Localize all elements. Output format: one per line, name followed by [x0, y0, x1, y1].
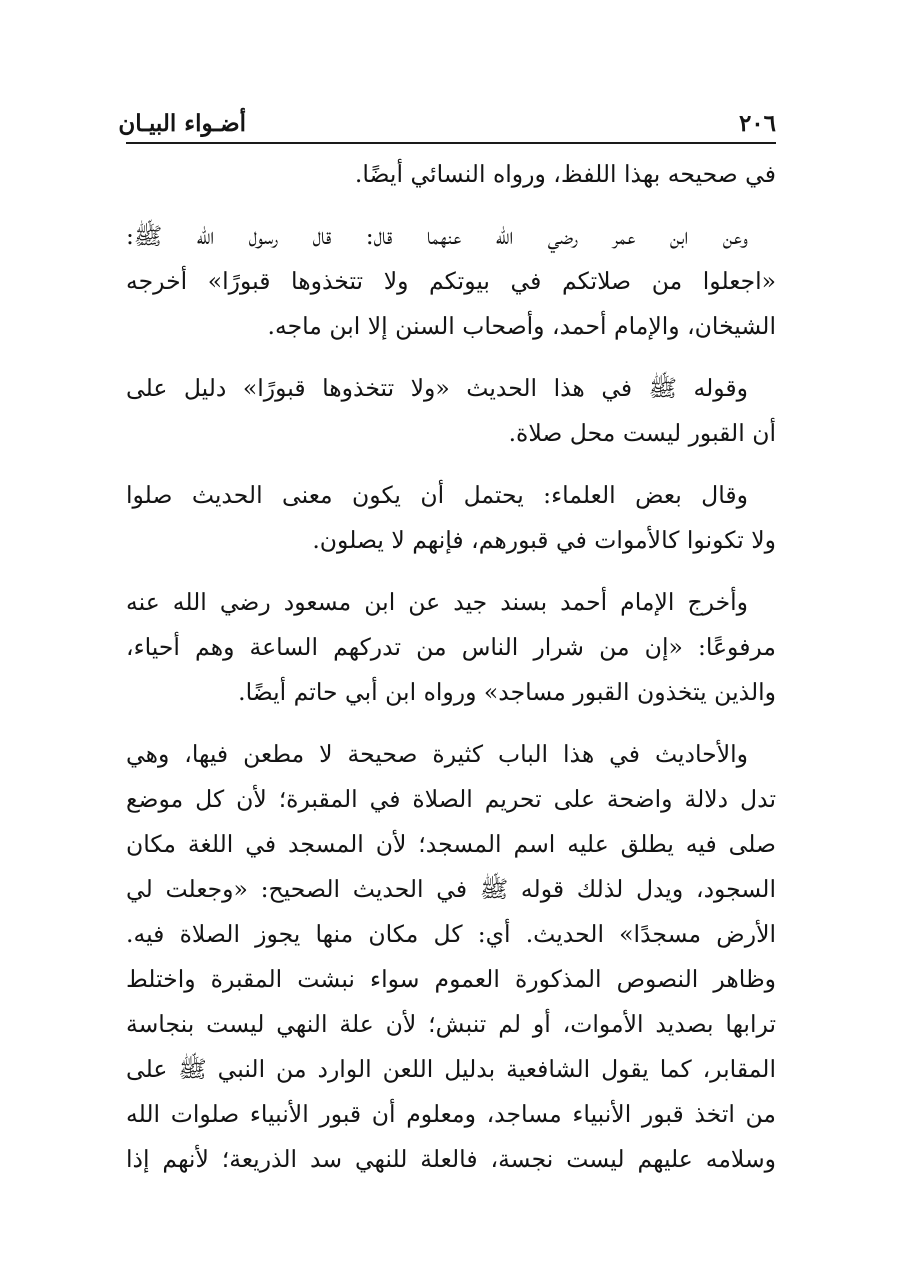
text-line: الأرض مسجدًا» الحديث. أي: كل مكان منها يجوز الصلاة فيه.: [126, 920, 776, 948]
paragraph-2: [126, 214, 776, 349]
text-line: ولا تكونوا كالأموات في قبورهم، فإنهم لا يصلون.: [312, 526, 776, 554]
text-line: ترابها بصديد الأموات، أو لم تنبش؛ لأن علة النهي ليست بنجاسة: [126, 1010, 776, 1038]
book-title: أضـواء البيـان: [118, 110, 246, 137]
text-line: مرفوعًا: «إن من شرار الناس من تدركهم الساعة وهم أحياء،: [126, 633, 776, 661]
paragraph-6: [126, 732, 776, 1182]
running-header: [118, 108, 776, 144]
text-line: والأحاديث في هذا الباب كثيرة صحيحة لا مطعن فيها، وهي: [126, 740, 748, 768]
text-line: من اتخذ قبور الأنبياء مساجد، ومعلوم أن قبور الأنبياء صلوات الله: [126, 1100, 776, 1128]
text-line: وسلامه عليهم ليست نجسة، فالعلة للنهي سد الذريعة؛ لأنهم إذا: [126, 1145, 776, 1173]
text-line: المقابر، كما يقول الشافعية بدليل اللعن الوارد من النبي ﷺ على: [126, 1055, 776, 1083]
paragraph-4: [126, 473, 776, 563]
text-line: في صحيحه بهذا اللفظ، ورواه النسائي أيضًا.: [354, 160, 776, 188]
text-line: صلى فيه يطلق عليه اسم المسجد؛ لأن المسجد في اللغة مكان: [126, 830, 776, 858]
text-line: وعن ابن عمر رضي الله عنهما قال: قال رسول الله ﷺ:: [126, 222, 748, 250]
text-line: تدل دلالة واضحة على تحريم الصلاة في المقبرة؛ لأن كل موضع: [126, 785, 776, 813]
text-line: الشيخان، والإمام أحمد، وأصحاب السنن إلا ابن ماجه.: [267, 312, 776, 340]
body-text: [126, 144, 776, 1182]
paragraph-1: [126, 152, 776, 197]
text-line: والذين يتخذون القبور مساجد» ورواه ابن أبي حاتم أيضًا.: [238, 678, 776, 706]
page-number: ٢٠٦: [738, 110, 776, 137]
text-line: وأخرج الإمام أحمد بسند جيد عن ابن مسعود رضي الله عنه: [126, 588, 748, 616]
book-page: [118, 108, 776, 1182]
text-line: وقال بعض العلماء: يحتمل أن يكون معنى الحديث صلوا: [126, 481, 748, 509]
paragraph-3: [126, 366, 776, 456]
text-line: وظاهر النصوص المذكورة العموم سواء نبشت المقبرة واختلط: [126, 965, 776, 993]
text-line: أن القبور ليست محل صلاة.: [508, 419, 776, 447]
text-line: وقوله ﷺ في هذا الحديث «ولا تتخذوها قبورًا» دليل على: [126, 374, 748, 402]
text-line: السجود، ويدل لذلك قوله ﷺ في الحديث الصحيح: «وجعلت لي: [126, 875, 776, 903]
text-line: «اجعلوا من صلاتكم في بيوتكم ولا تتخذوها قبورًا» أخرجه: [126, 267, 776, 295]
paragraph-5: [126, 580, 776, 715]
